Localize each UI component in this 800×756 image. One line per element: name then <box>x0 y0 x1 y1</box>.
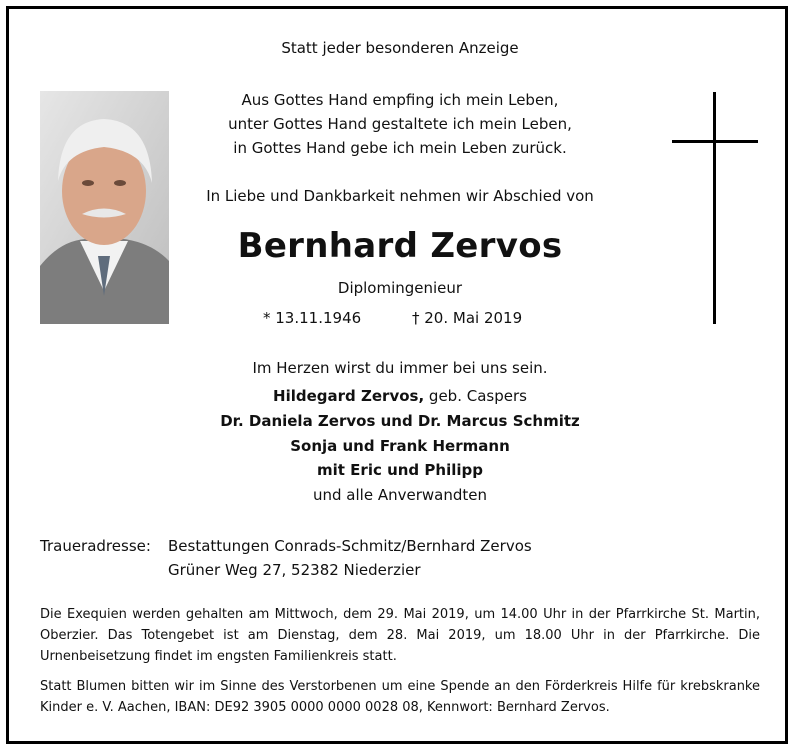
memory-line: Im Herzen wirst du immer bei uns sein. <box>252 359 548 377</box>
mourner-line-4: mit Eric und Philipp <box>317 461 483 479</box>
address-line-1: Bestattungen Conrads-Schmitz/Bernhard Zervos <box>168 537 532 555</box>
mourner-line-2: Dr. Daniela Zervos und Dr. Marcus Schmitz <box>220 412 580 430</box>
mourner-1-name: Hildegard Zervos, <box>273 387 425 405</box>
deceased-name: Bernhard Zervos <box>237 226 563 266</box>
service-notice: Die Exequien werden gehalten am Mittwoch, dem 29. Mai 2019, um 14.00 Uhr in der Pfarrkirche St. Martin, Oberzier. Das Totengebet ist am Dienstag, dem 28. Mai 2019, um 18.00 Uhr in der Pfarrkirche. Die Urnenbeisetzung findet im engsten Familienkreis statt. <box>40 607 760 664</box>
notice-header: Statt jeder besonderen Anzeige <box>281 39 519 57</box>
verse-line-1: Aus Gottes Hand empfing ich mein Leben, <box>241 91 559 109</box>
mourner-line-3: Sonja und Frank Hermann <box>290 437 510 455</box>
birth-date: * 13.11.1946 <box>263 309 362 327</box>
mourner-1-maiden: geb. Caspers <box>424 387 527 405</box>
address-label: Traueradresse: <box>40 537 151 555</box>
verse-line-2: unter Gottes Hand gestaltete ich mein Leben, <box>228 115 572 133</box>
verse-line-3: in Gottes Hand gebe ich mein Leben zurück. <box>233 139 567 157</box>
mourner-line-5: und alle Anverwandten <box>313 486 487 504</box>
death-date: † 20. Mai 2019 <box>412 309 523 327</box>
donation-notice: Statt Blumen bitten wir im Sinne des Verstorbenen um eine Spende an den Förderkreis Hilfe für krebskranke Kinder e. V. Aachen, IBAN: DE92 3905 0000 0000 0028 08, Kennwort: Bernhard Zervos. <box>40 679 760 715</box>
farewell-line: In Liebe und Dankbarkeit nehmen wir Abschied von <box>206 187 594 205</box>
mourner-line-1 <box>0 384 800 409</box>
deceased-title: Diplomingenieur <box>337 279 463 297</box>
address-line-2: Grüner Weg 27, 52382 Niederzier <box>168 561 421 579</box>
